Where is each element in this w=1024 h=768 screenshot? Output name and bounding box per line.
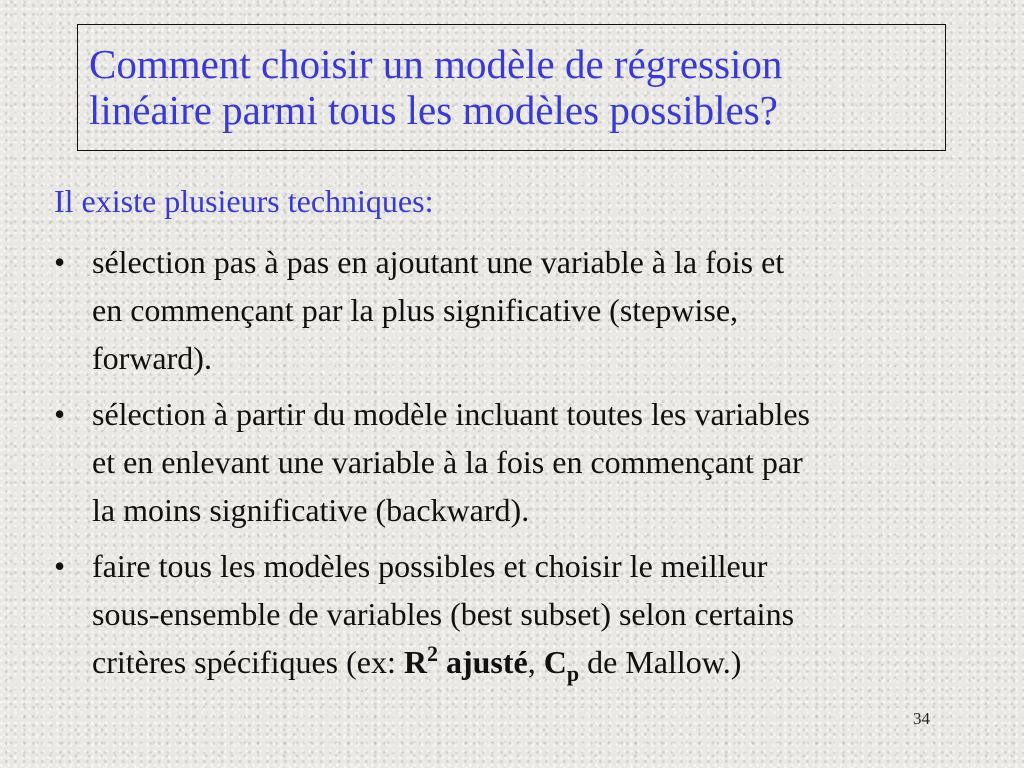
bullet-dot: • [54, 396, 66, 432]
bullet-line: et en enlevant une variable à la fois en commençant par [92, 444, 803, 480]
criteria-comma: , [527, 644, 544, 680]
bullet-line: sous-ensemble de variables (best subset) selon certains [92, 596, 795, 632]
bullet-line: en commençant par la plus significative (stepwise, [92, 292, 739, 328]
ajuste-label: ajusté [437, 644, 528, 680]
title-line-2: linéaire parmi tous les modèles possibles? [89, 87, 778, 133]
slide-title [89, 41, 782, 133]
bullet-line: sélection à partir du modèle incluant toutes les variables [92, 396, 810, 432]
r-squared-symbol: R [403, 644, 427, 680]
cp-symbol: C [543, 644, 567, 680]
criteria-prefix: critères spécifiques (ex: [92, 644, 404, 680]
bullet-text [92, 542, 794, 686]
intro-text: Il existe plusieurs techniques: [54, 183, 434, 219]
bullet-dot: • [54, 548, 66, 584]
bullet-line: sélection pas à pas en ajoutant une variable à la fois et [92, 244, 785, 280]
title-line-1: Comment choisir un modèle de régression [89, 41, 783, 87]
criteria-suffix: de Mallow.) [579, 644, 742, 680]
bullet-line-criteria [92, 638, 794, 686]
page-number: 34 [913, 709, 930, 728]
bullet-line: forward). [92, 340, 212, 376]
cp-subscript: p [566, 661, 580, 686]
bullet-dot: • [54, 244, 66, 280]
bullet-text [92, 390, 810, 534]
bullet-line: faire tous les modèles possibles et choisir le meilleur [92, 548, 768, 584]
bullet-line: la moins significative (backward). [92, 492, 530, 528]
bullet-text [92, 238, 784, 382]
r-squared-exponent: 2 [426, 641, 438, 666]
title-box [77, 24, 946, 151]
